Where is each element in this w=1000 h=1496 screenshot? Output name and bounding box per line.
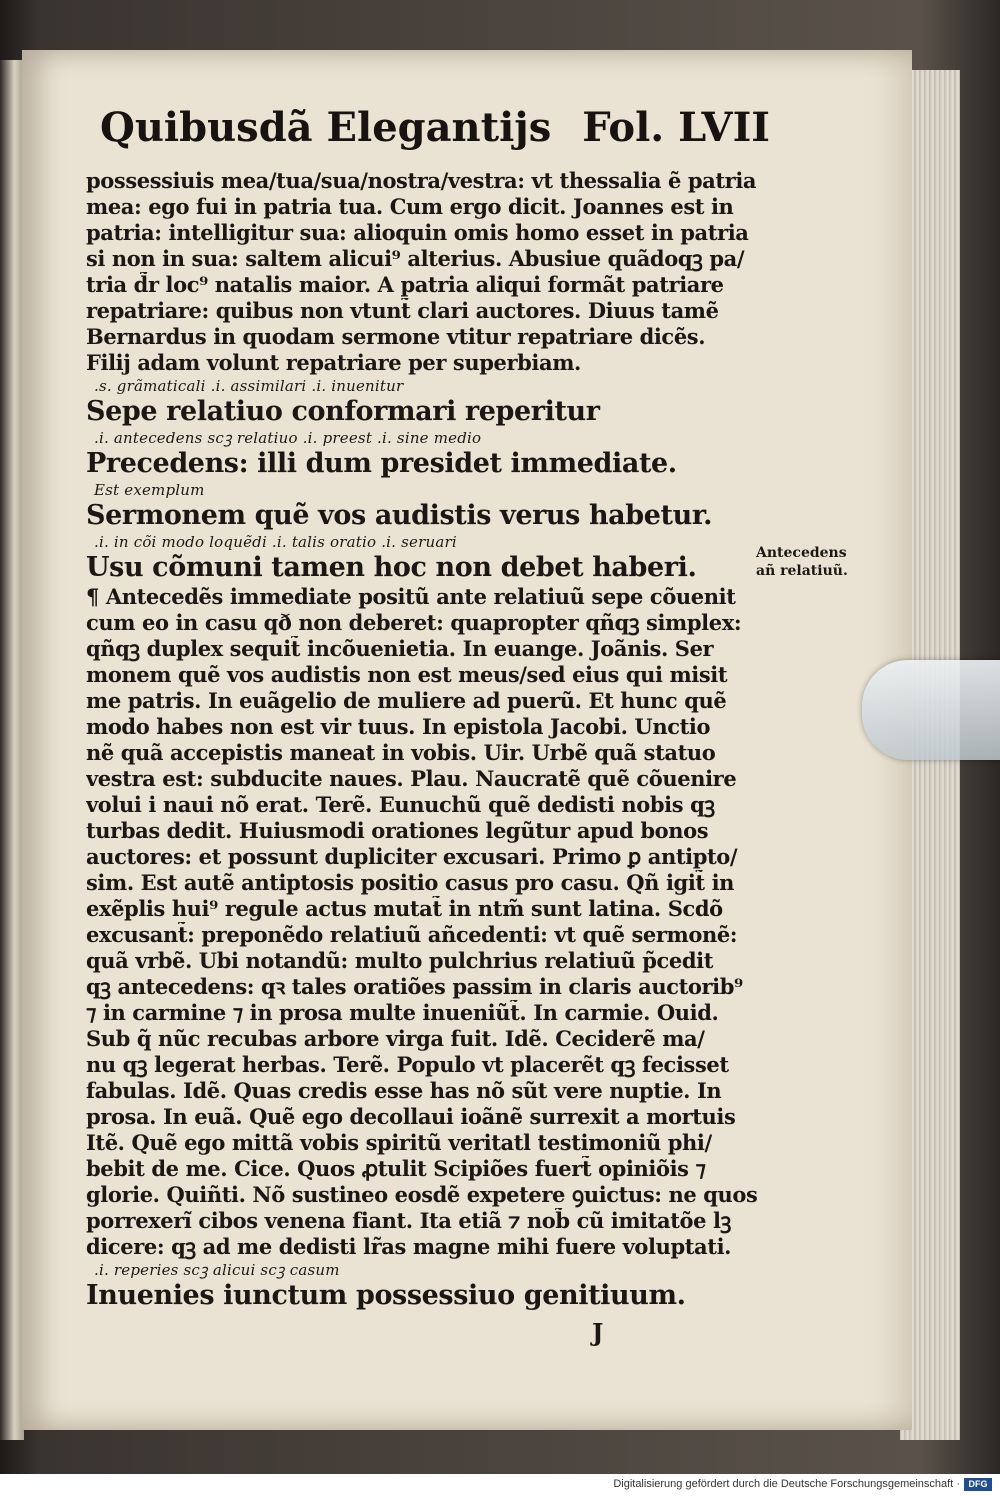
text-line: patria: intelligitur sua: alioquin omis homo esset in patria	[86, 220, 749, 245]
footer-credit: Digitalisierung gefördert durch die Deutsche Forschungsgemeinschaft ·	[613, 1478, 960, 1490]
text-line: tria d̃r loc⁹ natalis maior. A patria aliqui formãt patriare	[86, 272, 724, 297]
left-page-edge	[0, 60, 24, 1440]
verse-line: Precedens: illi dum presidet immediate.	[86, 448, 677, 479]
text-line: auctores: et possunt dupliciter excusari. Primo ꝑ antipto/	[86, 844, 738, 869]
text-line: me patris. In euãgelio de muliere ad puerũ. Et hunc quẽ	[86, 688, 727, 713]
dfg-logo-icon: DFG	[964, 1478, 992, 1491]
margin-note-line: Antecedens	[756, 545, 847, 561]
text-line: Bernardus in quodam sermone vtitur repatriare dicẽs.	[86, 324, 706, 349]
gloss-line: .i. reperies scꝫ alicui scꝫ casum	[94, 1261, 340, 1279]
page-clip	[862, 660, 1000, 760]
signature-mark: J	[592, 1318, 604, 1347]
margin-note-line: añ relatiuũ.	[756, 563, 848, 579]
gloss-line: .i. antecedens scꝫ relatiuo .i. preest .i. sine medio	[94, 429, 482, 447]
footer-bar	[0, 1474, 1000, 1496]
text-line: monem quẽ vos audistis non est meus/sed eius qui misit	[86, 662, 728, 687]
text-line: bebit de me. Cice. Quos ꝓtulit Scipiões fuert̃ opiniõis ⁊	[86, 1156, 706, 1181]
text-line: nẽ quã accepistis maneat in vobis. Uir. Urbẽ quã statuo	[86, 740, 716, 765]
verse-line: Sermonem quẽ vos audistis verus habetur.	[86, 500, 713, 531]
text-line: excusant̃: preponẽdo relatiuũ añcedenti: vt quẽ sermonẽ:	[86, 922, 738, 947]
gloss-line: .i. in cõi modo loquẽdi .i. talis oratio .i. seruari	[94, 533, 457, 551]
text-line: ¶ Antecedẽs immediate positũ ante relatiuũ sepe cõuenit	[86, 584, 736, 609]
text-line: qꝫ antecedens: qꝛ tales oratiões passim in claris auctorib⁹	[86, 974, 743, 999]
text-line: dicere: qꝫ ad me dedisti lr̃as magne mihi fuere voluptati.	[86, 1234, 732, 1259]
text-line: nu qꝫ legerat herbas. Terẽ. Populo vt placerẽt qꝫ fecisset	[86, 1052, 729, 1077]
text-line: Filij adam volunt repatriare per superbiam.	[86, 350, 581, 375]
text-line: fabulas. Idẽ. Quas credis esse has nõ sũt vere nuptie. In	[86, 1078, 722, 1103]
text-line: quã vrbẽ. Ubi notandũ: multo pulchrius relatiuũ p̃cedit	[86, 948, 713, 973]
text-line: prosa. In euã. Quẽ ego decollaui ioãnẽ surrexit a mortuis	[86, 1104, 736, 1129]
gloss-line: .s. grãmaticali .i. assimilari .i. inuenitur	[94, 377, 404, 395]
text-line: exẽplis hui⁹ regule actus mutat̃ in ntm̃ sunt latina. Scdõ	[86, 896, 723, 921]
text-block	[86, 168, 776, 1312]
margin-note	[756, 544, 886, 580]
text-line: porrexerĩ cibos venena fiant. Ita etiã ⁊ nob̃ cũ imitatõe lꝫ	[86, 1208, 731, 1233]
verse-line: Sepe relatiuo conformari reperitur	[86, 396, 600, 427]
text-line: mea: ego fui in patria tua. Cum ergo dicit. Joannes est in	[86, 194, 734, 219]
text-line: sim. Est autẽ antiptosis positio casus pro casu. Qñ igit̃ in	[86, 870, 735, 895]
text-line: qñqꝫ duplex sequit̃ incõuenietia. In euange. Joãnis. Ser	[86, 636, 714, 661]
text-line: Itẽ. Quẽ ego mittã vobis spiritũ veritatl testimoniũ phi/	[86, 1130, 712, 1155]
running-header	[100, 104, 770, 154]
text-line: cum eo in casu qð non deberet: quapropter qñqꝫ simplex:	[86, 610, 742, 635]
verse-line: Usu cõmuni tamen hoc non debet haberi.	[86, 552, 697, 583]
folio-number: Fol. LVII	[582, 104, 770, 151]
text-line: ⁊ in carmine ⁊ in prosa multe inueniũt̃. In carmie. Ouid.	[86, 1000, 719, 1025]
text-line: glorie. Quiñti. Nõ sustineo eosdẽ expetere ꝯuictus: ne quos	[86, 1182, 758, 1207]
text-line: si non in sua: saltem alicui⁹ alterius. Abusiue quãdoqꝫ pa/	[86, 246, 745, 271]
text-line: possessiuis mea/tua/sua/nostra/vestra: vt thessalia ẽ patria	[86, 168, 757, 193]
text-line: volui i naui nõ erat. Terẽ. Eunuchũ quẽ dedisti nobis qꝫ	[86, 792, 715, 817]
text-line: Sub q̃ nũc recubas arbore virga fuit. Idẽ. Ceciderẽ ma/	[86, 1026, 705, 1051]
gloss-line: Est exemplum	[94, 481, 205, 499]
text-line: turbas dedit. Huiusmodi orationes legũtur apud bonos	[86, 818, 709, 843]
header-title: Quibusdã Elegantijs	[100, 104, 552, 151]
text-line: modo habes non est vir tuus. In epistola Jacobi. Unctio	[86, 714, 711, 739]
verse-line: Inuenies iunctum possessiuo genitiuum.	[86, 1280, 686, 1311]
text-line: vestra est: subducite naues. Plau. Naucratẽ quẽ cõuenire	[86, 766, 737, 791]
text-line: repatriare: quibus non vtunt̃ clari auctores. Diuus tamẽ	[86, 298, 719, 323]
